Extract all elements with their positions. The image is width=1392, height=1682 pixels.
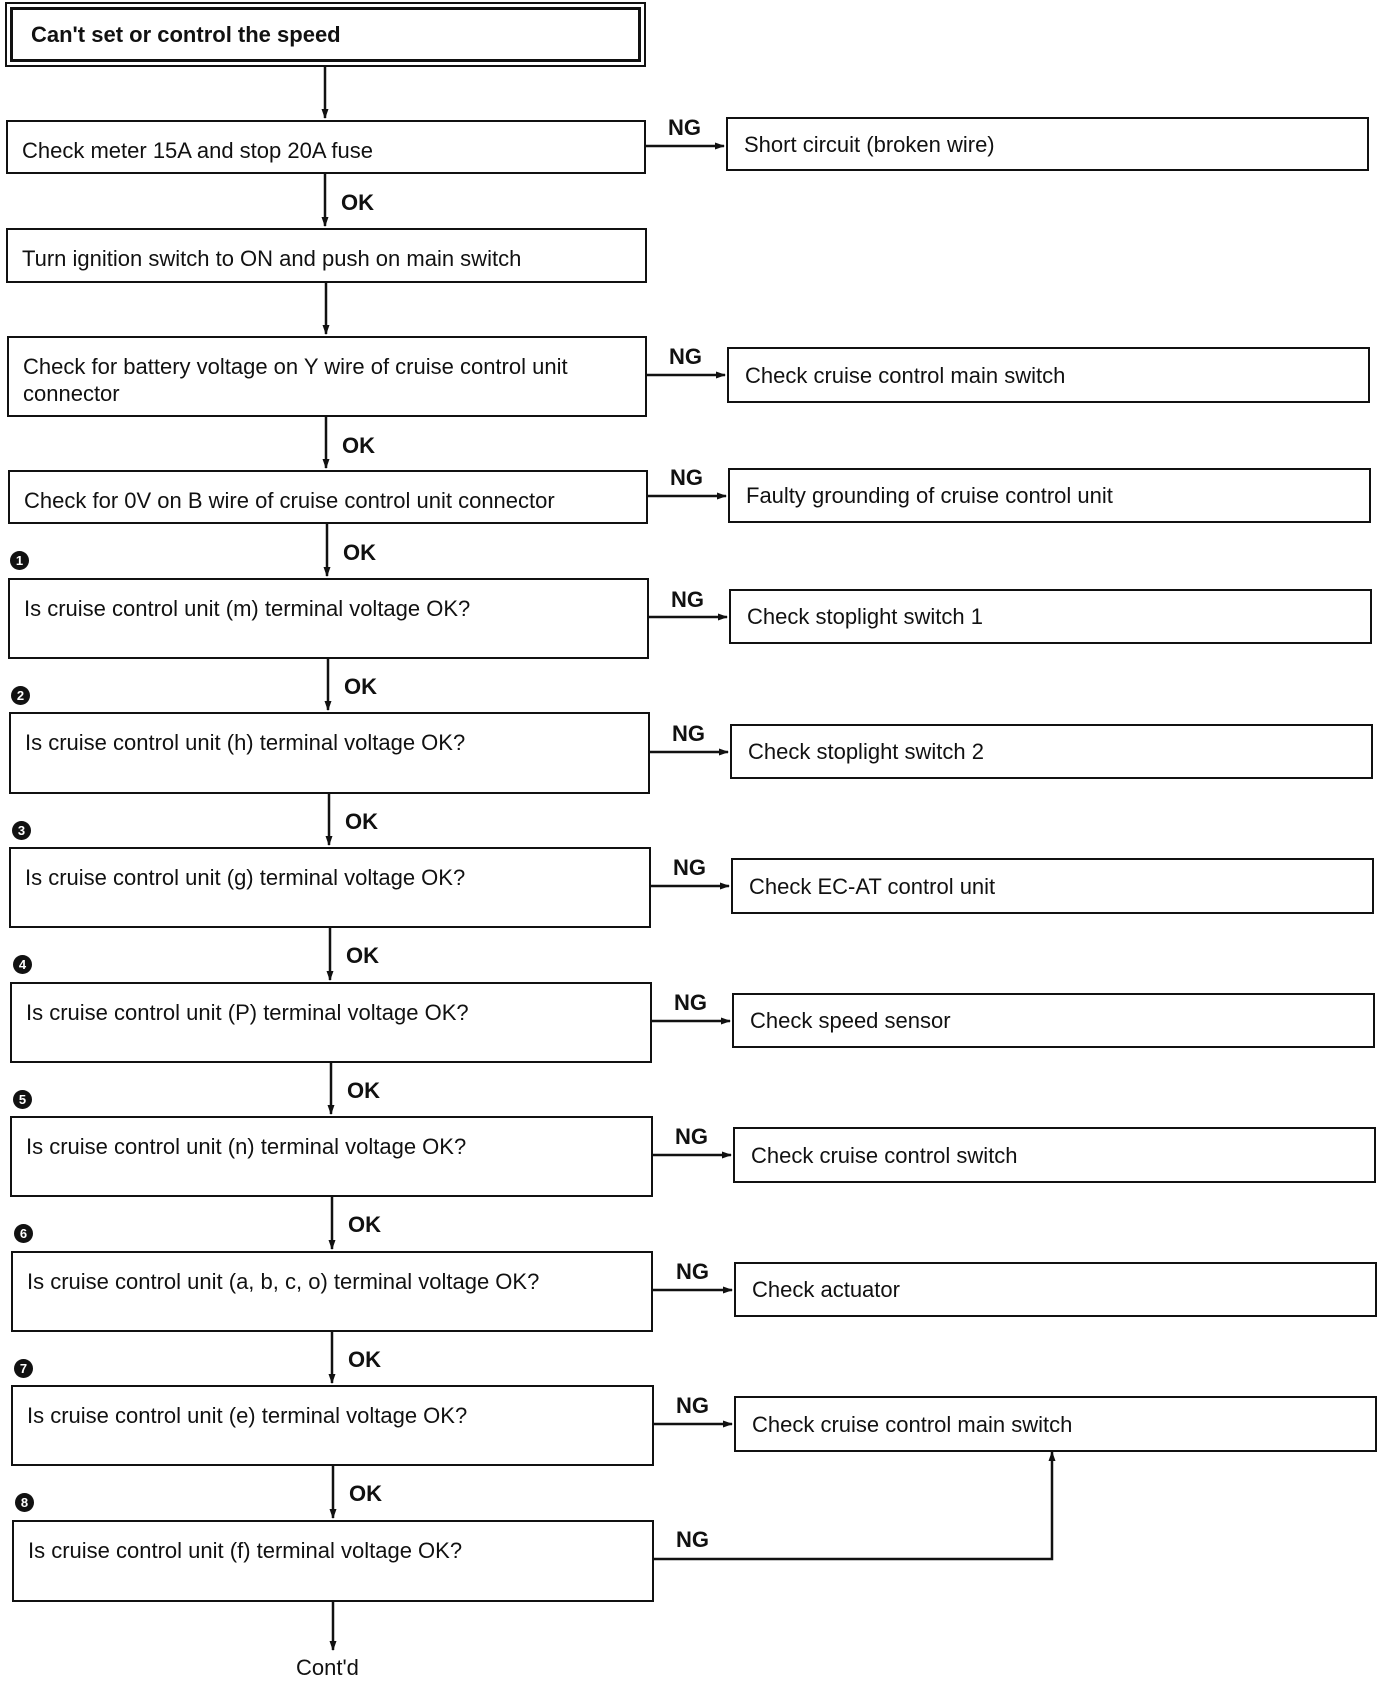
step-text: Check for 0V on B wire of cruise control unit connector xyxy=(24,488,555,513)
step-box-11 xyxy=(11,1385,654,1466)
step-text: Is cruise control unit (m) terminal voltage OK? xyxy=(24,596,471,621)
ok-label-11: OK xyxy=(349,1481,382,1506)
step-number-2-badge: 2 xyxy=(11,686,30,705)
step-number-5-badge: 5 xyxy=(13,1090,32,1109)
step-box-5 xyxy=(8,578,649,659)
result-box-7 xyxy=(731,858,1374,914)
ok-label-3: OK xyxy=(342,433,375,458)
result-text: Check speed sensor xyxy=(750,1008,951,1033)
title-box xyxy=(5,2,646,67)
step-box-10 xyxy=(11,1251,653,1332)
result-text: Faulty grounding of cruise control unit xyxy=(746,483,1113,508)
ok-label-5: OK xyxy=(344,674,377,699)
step-box-7 xyxy=(9,847,651,928)
step-text: Is cruise control unit (e) terminal voltage OK? xyxy=(27,1403,468,1428)
ng-label-9: NG xyxy=(675,1124,708,1149)
step-box-3 xyxy=(7,336,647,417)
ng-arrow-12 xyxy=(653,1452,1052,1559)
ok-label-9: OK xyxy=(348,1212,381,1237)
ok-label-8: OK xyxy=(347,1078,380,1103)
ng-label-4: NG xyxy=(670,465,703,490)
result-box-3 xyxy=(727,347,1370,403)
step-number-1-badge: 1 xyxy=(10,551,29,570)
step-box-1 xyxy=(6,120,646,174)
title-text: Can't set or control the speed xyxy=(10,7,641,62)
result-text: Check cruise control switch xyxy=(751,1142,1018,1168)
step-box-4 xyxy=(8,470,648,524)
result-box-11 xyxy=(734,1396,1377,1452)
ng-label-3: NG xyxy=(669,344,702,369)
ng-label-10: NG xyxy=(676,1259,709,1284)
result-box-6 xyxy=(730,724,1373,779)
step-box-6 xyxy=(9,712,650,794)
result-box-5 xyxy=(729,589,1372,644)
result-text: Short circuit (broken wire) xyxy=(744,131,995,157)
ng-label-11: NG xyxy=(676,1393,709,1418)
ok-label-1: OK xyxy=(341,190,374,215)
step-text: Check meter 15A and stop 20A fuse xyxy=(22,138,374,163)
ok-label-6: OK xyxy=(345,809,378,834)
step-number-6-badge: 6 xyxy=(14,1224,33,1243)
result-text: Check cruise control main switch xyxy=(745,362,1066,388)
step-box-9 xyxy=(10,1116,653,1197)
result-box-4 xyxy=(728,468,1371,523)
result-box-9 xyxy=(733,1127,1376,1183)
ok-label-10: OK xyxy=(348,1347,381,1372)
step-text: Is cruise control unit (n) terminal voltage OK? xyxy=(26,1134,467,1159)
ng-label-7: NG xyxy=(673,855,706,880)
step-number-4-badge: 4 xyxy=(13,955,32,974)
ng-label-6: NG xyxy=(672,721,705,746)
continued-label: Cont'd xyxy=(296,1655,359,1680)
result-text: Check stoplight switch 1 xyxy=(747,604,983,629)
result-box-10 xyxy=(734,1262,1377,1317)
ok-label-4: OK xyxy=(343,540,376,565)
step-box-12 xyxy=(12,1520,654,1602)
step-box-8 xyxy=(10,982,652,1063)
step-number-3-badge: 3 xyxy=(12,821,31,840)
step-box-2 xyxy=(6,228,647,283)
step-text: Is cruise control unit (a, b, c, o) terminal voltage OK? xyxy=(27,1269,540,1294)
result-text: Check stoplight switch 2 xyxy=(748,739,984,764)
result-text: Check actuator xyxy=(752,1277,900,1302)
ng-label-5: NG xyxy=(671,587,704,612)
step-text: Is cruise control unit (h) terminal voltage OK? xyxy=(25,730,466,755)
step-text: Is cruise control unit (g) terminal voltage OK? xyxy=(25,865,466,890)
ok-label-7: OK xyxy=(346,943,379,968)
ng-label-1: NG xyxy=(668,115,701,140)
step-text: Is cruise control unit (P) terminal voltage OK? xyxy=(26,1000,469,1025)
result-box-1 xyxy=(726,117,1369,171)
step-number-7-badge: 7 xyxy=(14,1359,33,1378)
result-text: Check EC-AT control unit xyxy=(749,873,996,899)
step-text: Turn ignition switch to ON and push on main switch xyxy=(22,246,522,271)
result-box-8 xyxy=(732,993,1375,1048)
ng-label-12: NG xyxy=(676,1527,709,1552)
ng-label-8: NG xyxy=(674,990,707,1015)
step-number-8-badge: 8 xyxy=(15,1493,34,1512)
step-text: Check for battery voltage on Y wire of cruise control unit connector xyxy=(23,354,568,406)
result-text: Check cruise control main switch xyxy=(752,1411,1073,1437)
step-text: Is cruise control unit (f) terminal voltage OK? xyxy=(28,1538,463,1563)
